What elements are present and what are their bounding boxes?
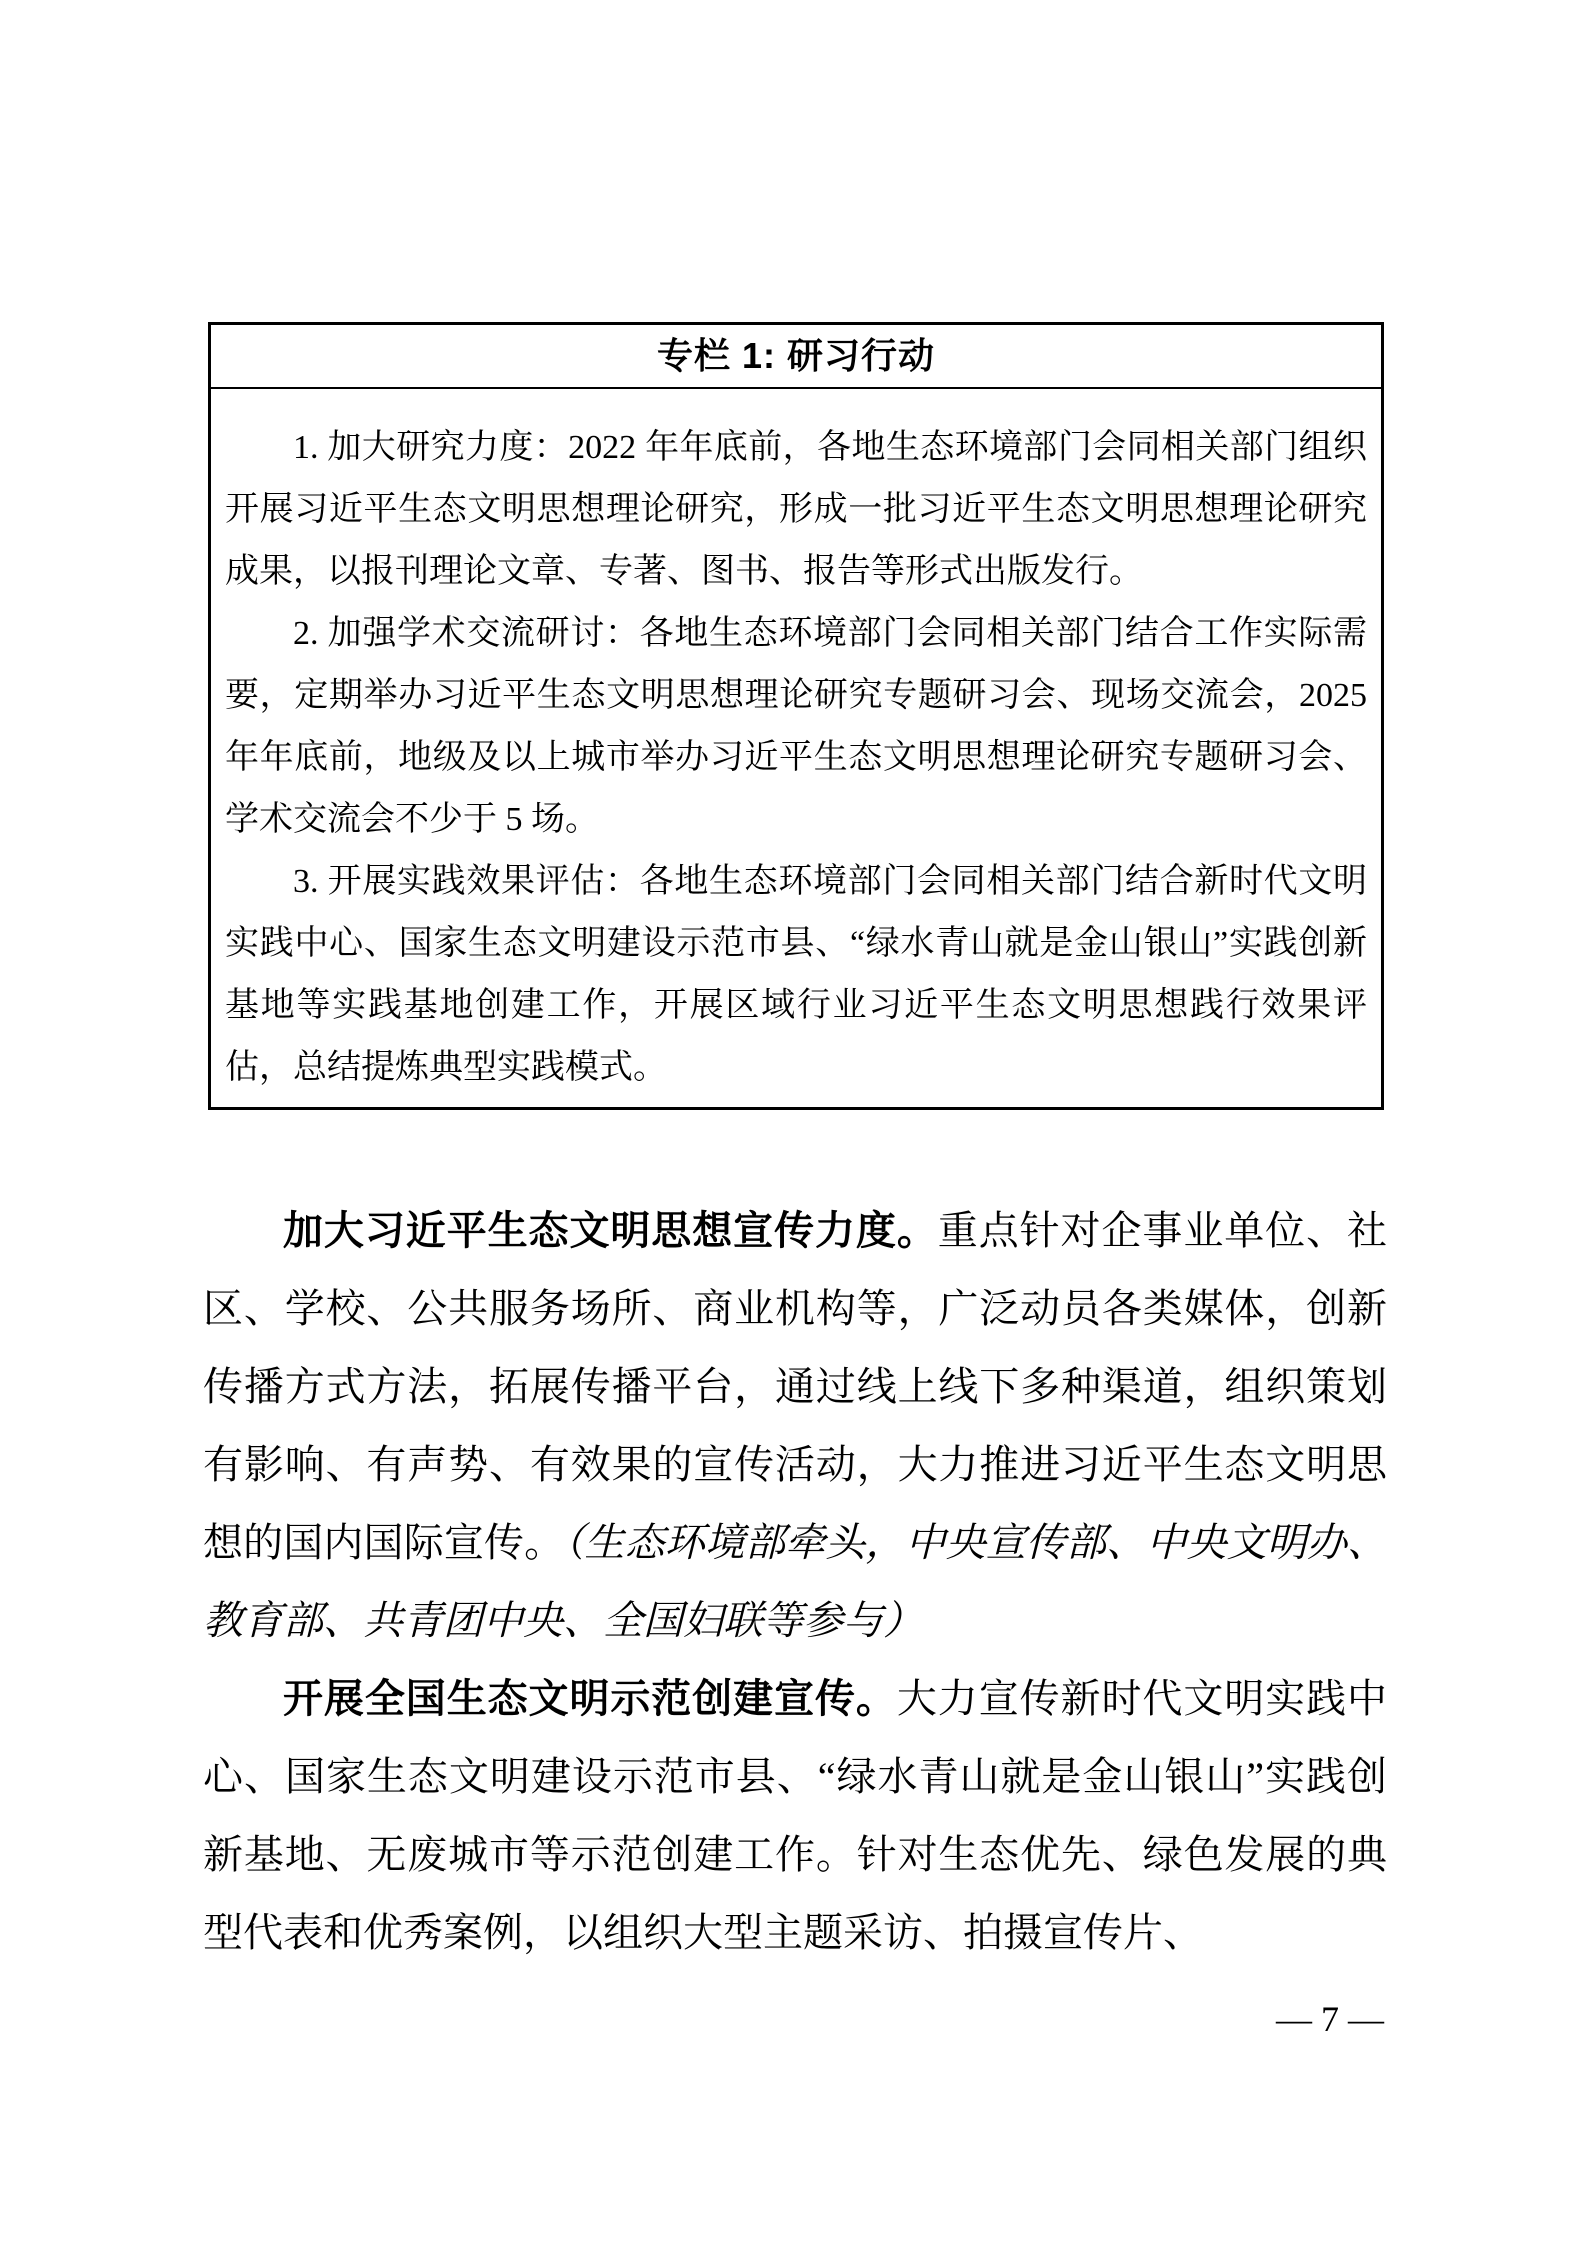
column-box xyxy=(208,322,1384,1110)
page-number: — 7 — xyxy=(1276,1999,1384,2039)
paragraph-content: 重点针对企事业单位、社区、学校、公共服务场所、商业机构等，广泛动员各类媒体，创新传播方式方法，拓展传播平台，通过线上线下多种渠道，组织策划有影响、有声势、有效果的宣传活动，大力推进习近平生态文明思想的国内国际宣传。 xyxy=(203,1208,1388,1565)
paragraph-publicity xyxy=(203,1192,1387,1660)
box-item-3: 3. 开展实践效果评估：各地生态环境部门会同相关部门结合新时代文明实践中心、国家生态文明建设示范市县、“绿水青山就是金山银山”实践创新基地等实践基地创建工作，开展区域行业习近平生态文明思想践行效果评估，总结提炼典型实践模式。 xyxy=(225,863,1367,1086)
box-item-2: 2. 加强学术交流研讨：各地生态环境部门会同相关部门结合工作实际需要，定期举办习近平生态文明思想理论研究专题研习会、现场交流会，2025 年年底前，地级及以上城市举办习近平生态文明思想理论研究专题研习会、学术交流会不少于 5 场。 xyxy=(225,615,1367,838)
box-item-1: 1. 加大研究力度：2022 年年底前，各地生态环境部门会同相关部门组织开展习近平生态文明思想理论研究，形成一批习近平生态文明思想理论研究成果，以报刊理论文章、专著、图书、报告等形式出版发行。 xyxy=(225,429,1367,590)
body-text xyxy=(203,1192,1387,1972)
paragraph-content: 大力宣传新时代文明实践中心、国家生态文明建设示范市县、“绿水青山就是金山银山”实践创新基地、无废城市等示范创建工作。针对生态优先、绿色发展的典型代表和优秀案例，以组织大型主题采访、拍摄宣传片、 xyxy=(203,1676,1388,1955)
paragraph-lead: 开展全国生态文明示范创建宣传。 xyxy=(283,1677,897,1721)
paragraph-demonstration xyxy=(203,1660,1387,1972)
column-box-title: 专栏 1: 研习行动 xyxy=(211,325,1381,389)
paragraph-lead: 加大习近平生态文明思想宣传力度。 xyxy=(283,1209,938,1253)
column-box-body xyxy=(211,389,1381,1099)
paragraph-responsibility-note: （生态环境部牵头，中央宣传部、中央文明办、教育部、共青团中央、全国妇联等参与） xyxy=(203,1520,1388,1643)
